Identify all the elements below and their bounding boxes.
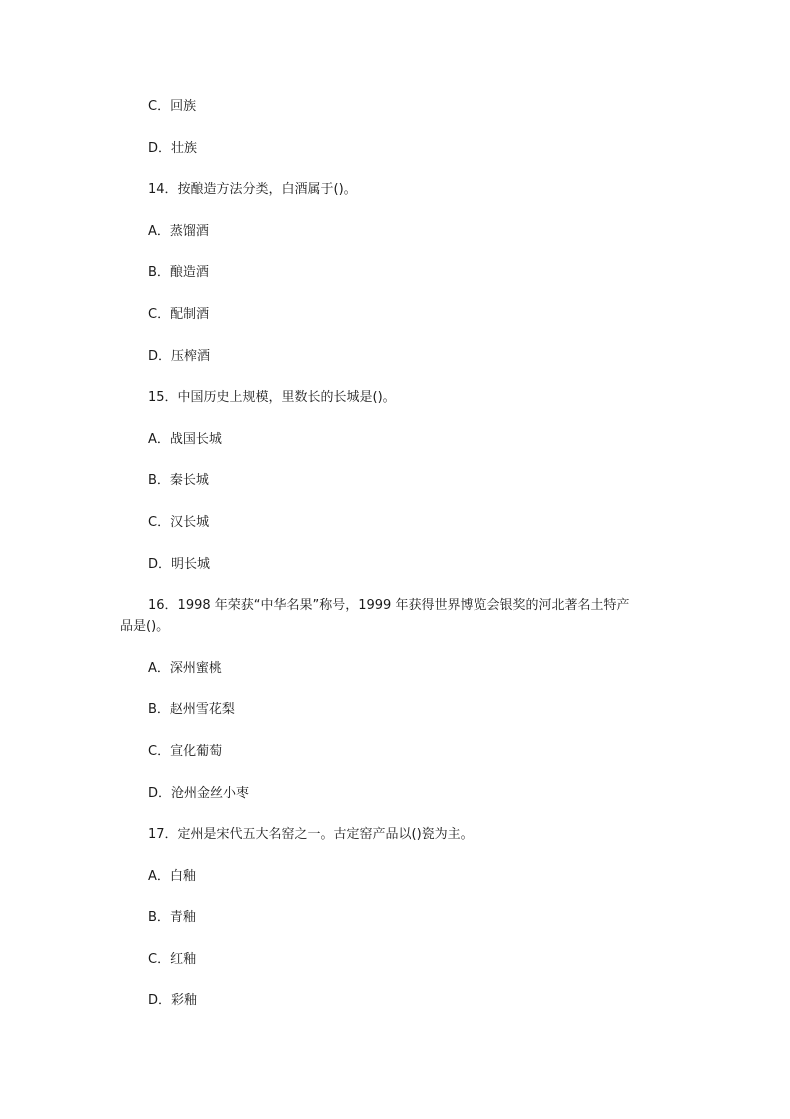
option-b-q17: B．青釉 <box>148 910 196 925</box>
option-c-q14: C．配制酒 <box>148 307 210 322</box>
option-d-q13: D．壮族 <box>148 141 198 156</box>
question-16-line-2: 品是()。 <box>120 619 170 634</box>
option-c-q13: C．回族 <box>148 99 197 114</box>
option-d-q15: D．明长城 <box>148 557 211 572</box>
option-c-q17: C．红釉 <box>148 952 197 967</box>
option-d-q17: D．彩釉 <box>148 993 198 1008</box>
option-c-q16: C．宣化葡萄 <box>148 744 223 759</box>
question-16-line-1: 16．1998 年荣获“中华名果”称号，1999 年获得世界博览会银奖的河北著名土特产 <box>148 598 630 613</box>
option-c-q15: C．汉长城 <box>148 515 210 530</box>
option-b-q15: B．秦长城 <box>148 473 209 488</box>
option-a-q17: A．白釉 <box>148 869 196 884</box>
option-d-q14: D．压榨酒 <box>148 349 211 364</box>
question-14: 14．按酿造方法分类，白酒属于()。 <box>148 182 357 197</box>
option-d-q16: D．沧州金丝小枣 <box>148 786 250 801</box>
option-b-q16: B．赵州雪花梨 <box>148 702 235 717</box>
question-17: 17．定州是宋代五大名窑之一。古定窑产品以()瓷为主。 <box>148 827 474 842</box>
option-b-q14: B．酿造酒 <box>148 265 209 280</box>
option-a-q16: A．深州蜜桃 <box>148 661 222 676</box>
option-a-q14: A．蒸馏酒 <box>148 224 209 239</box>
question-15: 15．中国历史上规模，里数长的长城是()。 <box>148 390 396 405</box>
option-a-q15: A．战国长城 <box>148 432 222 447</box>
